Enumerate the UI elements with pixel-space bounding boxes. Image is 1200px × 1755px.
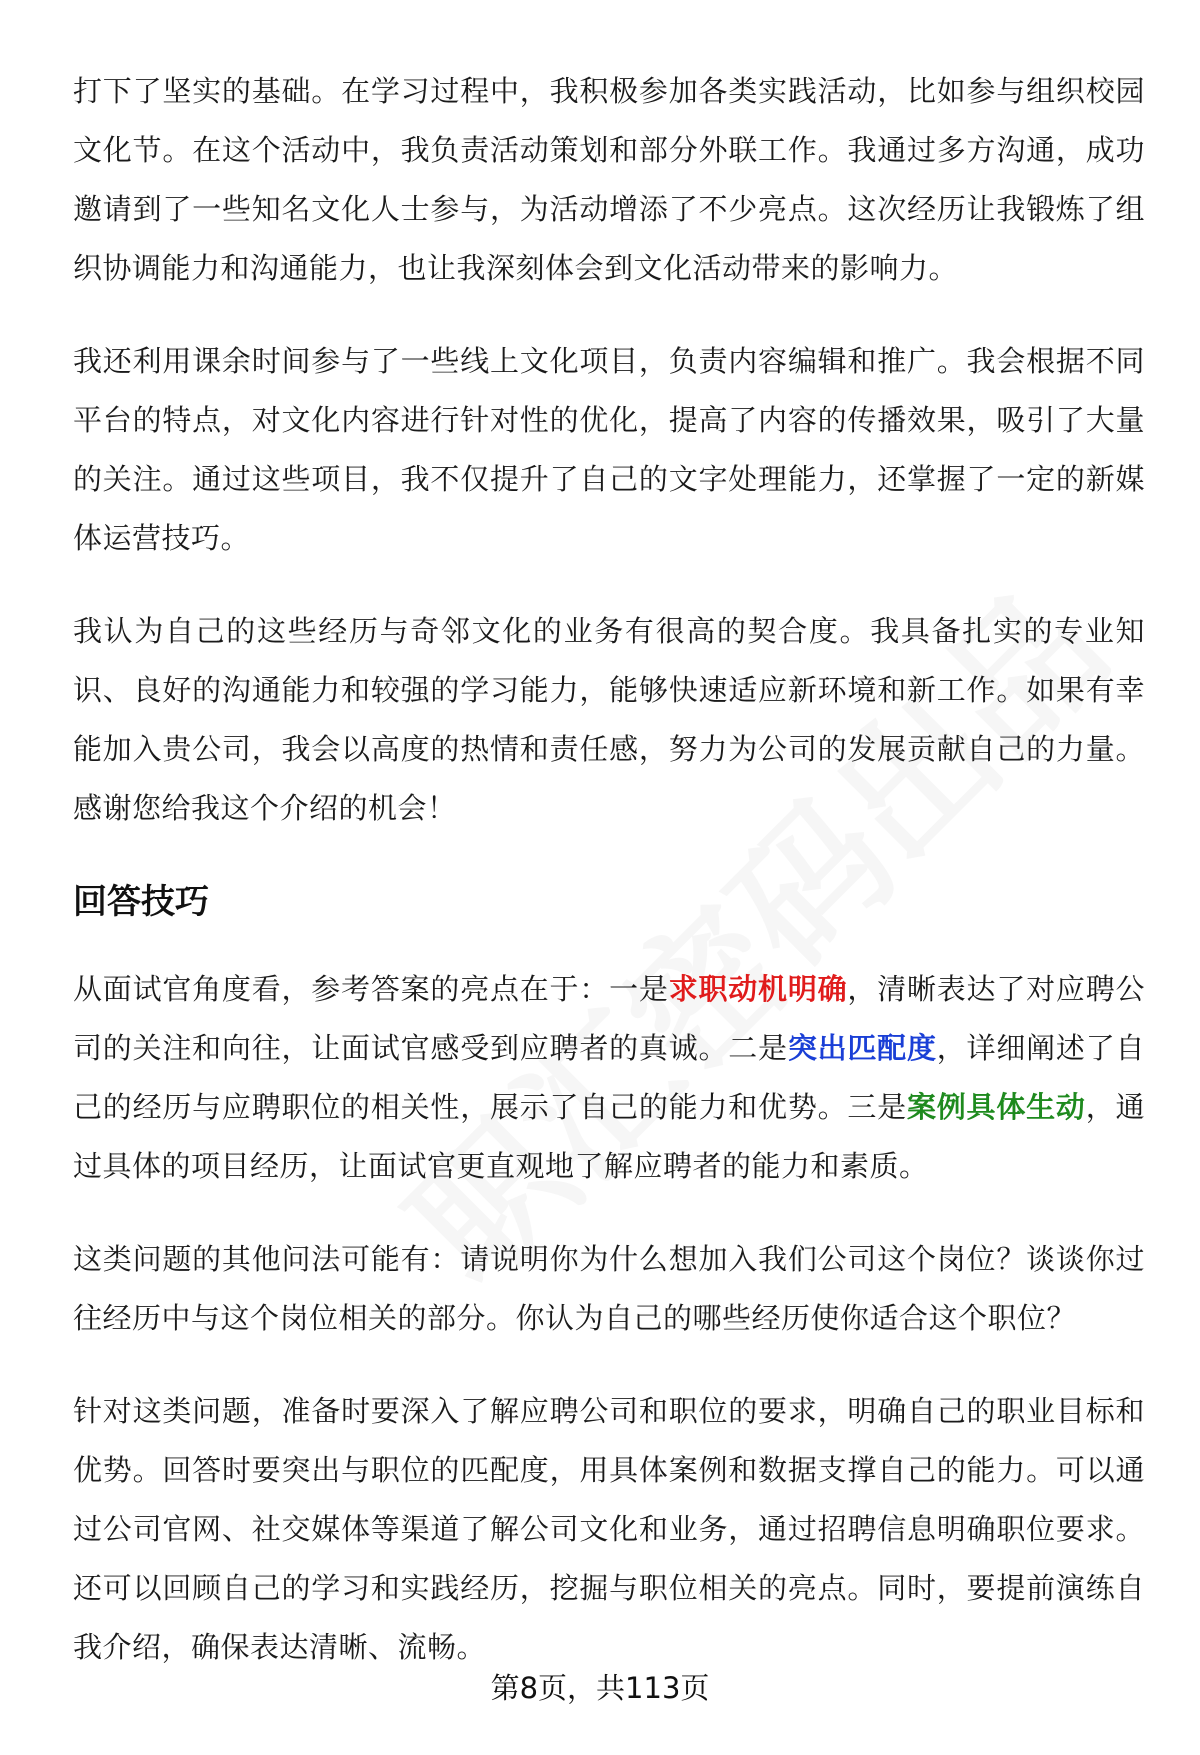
tips-text-d: ，通过具体的项目经历，让面试官更直观地了解应聘者的能力和素质。 — [73, 1090, 1145, 1183]
page-number: 第8页，共113页 — [490, 1671, 710, 1705]
tips-paragraph-3: 针对这类问题，准备时要深入了解应聘公司和职位的要求，明确自己的职业目标和优势。回答时要突出与职位的匹配度，用具体案例和数据支撑自己的能力。可以通过公司官网、社交媒体等渠道了解公司文化和业务，通过招聘信息明确职位要求。还可以回顾自己的学习和实践经历，挖掘与职位相关的亮点。同时，要提前演练自我介绍，确保表达清晰、流畅。 — [73, 1394, 1145, 1664]
tips-text-c: ，详细阐述了自己的经历与应聘职位的相关性，展示了自己的能力和优势。三是 — [73, 1031, 1145, 1124]
tips-paragraph-1 — [73, 960, 1145, 1196]
body-paragraph-1: 打下了坚实的基础。在学习过程中，我积极参加各类实践活动，比如参与组织校园文化节。在这个活动中，我负责活动策划和部分外联工作。我通过多方沟通，成功邀请到了一些知名文化人士参与，为活动增添了不少亮点。这次经历让我锻炼了组织协调能力和沟通能力，也让我深刻体会到文化活动带来的影响力。 — [73, 74, 1145, 285]
tips-paragraph-2: 这类问题的其他问法可能有：请说明你为什么想加入我们公司这个岗位？谈谈你过往经历中与这个岗位相关的部分。你认为自己的哪些经历使你适合这个职位？ — [73, 1242, 1145, 1335]
tips-text-b: ，清晰表达了对应聘公司的关注和向往，让面试官感受到应聘者的真诚。二是 — [73, 972, 1145, 1065]
highlight-motivation: 求职动机明确 — [668, 972, 848, 1006]
tips-text-a: 从面试官角度看，参考答案的亮点在于：一是 — [73, 972, 669, 1006]
document-page — [73, 62, 1145, 1711]
highlight-match: 突出匹配度 — [787, 1031, 937, 1065]
section-heading: 回答技巧 — [73, 882, 209, 922]
body-paragraph-3: 我认为自己的这些经历与奇邻文化的业务有很高的契合度。我具备扎实的专业知识、良好的沟通能力和较强的学习能力，能够快速适应新环境和新工作。如果有幸能加入贵公司，我会以高度的热情和责任感，努力为公司的发展贡献自己的力量。感谢您给我这个介绍的机会！ — [73, 614, 1145, 825]
highlight-cases: 案例具体生动 — [906, 1090, 1086, 1124]
body-paragraph-2: 我还利用课余时间参与了一些线上文化项目，负责内容编辑和推广。我会根据不同平台的特点，对文化内容进行针对性的优化，提高了内容的传播效果，吸引了大量的关注。通过这些项目，我不仅提升了自己的文字处理能力，还掌握了一定的新媒体运营技巧。 — [73, 344, 1145, 555]
